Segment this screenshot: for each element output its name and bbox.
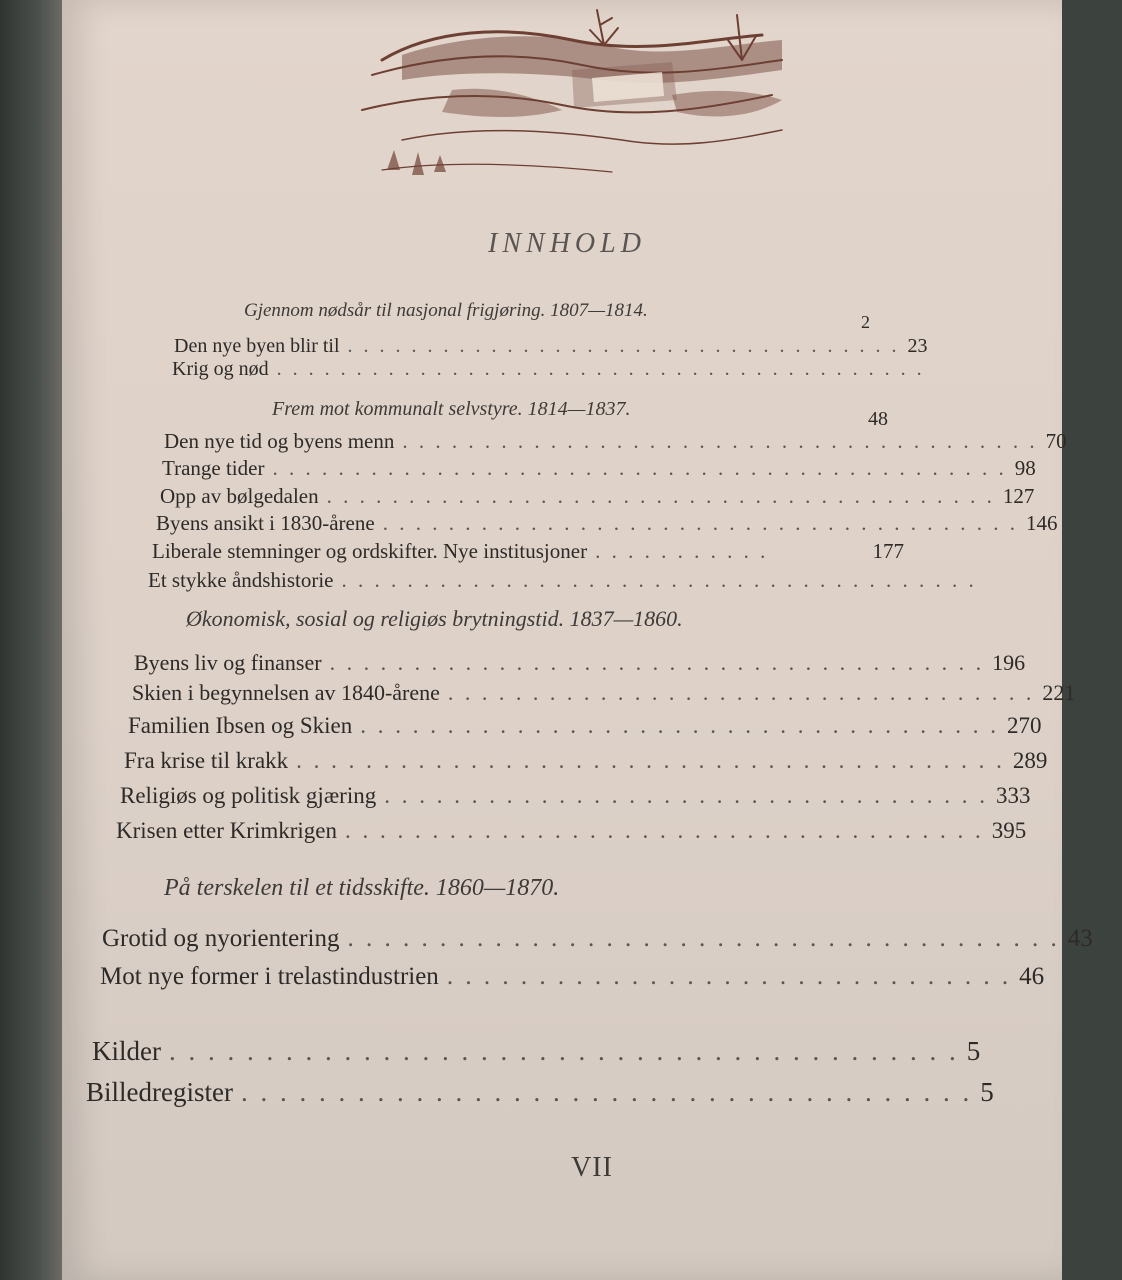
section-heading-1: Gjennom nødsår til nasjonal frigjøring. 1807—1814. [244,300,648,321]
toc-entry [156,511,1058,536]
toc-entry-label: Den nye tid og byens menn [164,429,395,453]
page-folio: VII [571,1152,613,1183]
dot-leader: . . . . . . . . . . . . . . . . . . . . . . . . . . . . . . . . . . . . . . . . . [276,358,925,380]
toc-entry-page: 221 [1042,680,1076,705]
section-first-page-1: 2 [861,312,870,332]
toc-entry [132,680,1076,706]
toc-entry [164,429,1067,454]
toc-entry [160,484,1035,509]
section-heading-3: Økonomisk, sosial og religiøs brytningstid. 1837—1860. [186,606,683,631]
section-heading-2: Frem mot kommunalt selvstyre. 1814—1837. [272,398,631,420]
toc-entry-page: 146 [1025,511,1058,535]
toc-entry-page: 98 [1014,456,1036,480]
toc-entry [172,358,925,381]
toc-entry [174,335,928,358]
toc-entry [120,783,1031,809]
toc-entry [102,925,1093,953]
toc-entry-page: 270 [1006,713,1042,738]
dot-leader: . . . . . . . . . . . . . . . . . . . . . . . . . . . . . . . . . . . [447,680,1035,705]
dot-leader: . . . . . . . . . . . . . . . . . . . . . . . . . . . . . . . [446,963,1012,990]
toc-entry-page: 70 [1045,429,1067,453]
toc-entry-page: 289 [1012,748,1048,773]
dot-leader: . . . . . . . . . . . . . . . . . . . . . . . . . . . . . . . . . . . . . . . . . [168,1036,959,1066]
toc-entry-page: 5 [966,1036,981,1066]
toc-entry-page: 395 [991,818,1027,843]
toc-entry-label: Fra krise til krakk [124,748,289,773]
dot-leader: . . . . . . . . . . . . . . . . . . . . . . . . . . . . . . . . . . . . . . . . . . . . . [272,456,1007,480]
toc-entry [162,456,1036,481]
toc-entry-label: Et stykke åndshistorie [148,568,334,592]
landscape-vignette-illustration [342,0,802,200]
dot-leader: . . . . . . . . . . . . . . . . . . . . . . . . . . . . . . . . . . . [347,335,900,357]
toc-entry-label: Opp av bølgedalen [160,484,319,508]
book-gutter [0,0,62,1280]
dot-leader: . . . . . . . . . . . . . . . . . . . . . . . . . . . . . . . . . . . . . . . [382,511,1018,535]
dot-leader: . . . . . . . . . . . [595,539,769,563]
toc-entry-page: 196 [992,650,1026,675]
section-first-page-2: 48 [868,408,888,430]
toc-entry-label: Kilder [92,1036,161,1066]
dot-leader: . . . . . . . . . . . . . . . . . . . . . . . . . . . . . . . . . . . . . . . [329,650,985,675]
dot-leader: . . . . . . . . . . . . . . . . . . . . . . . . . . . . . . . . . . . . . . . . . [296,748,1005,773]
toc-entry [86,1077,994,1108]
dot-leader: . . . . . . . . . . . . . . . . . . . . . . . . . . . . . . . . . . . . . . . . . [326,484,995,508]
toc-title: INNHOLD [488,228,646,259]
dot-leader: . . . . . . . . . . . . . . . . . . . . . . . . . . . . . . . . . . . . . [344,818,984,843]
toc-entry [100,963,1045,991]
toc-entry [92,1036,981,1067]
toc-entry-page: 177 [872,539,904,563]
toc-entry-label: Skien i begynnelsen av 1840-årene [132,680,440,705]
toc-entry-label: Billedregister [86,1077,233,1107]
toc-entry [148,568,977,593]
dot-leader: . . . . . . . . . . . . . . . . . . . . . . . . . . . . . . . . . . . . . [360,713,999,738]
toc-entry [134,650,1026,676]
toc-entry [124,748,1048,774]
toc-entry-page: 46 [1019,963,1045,990]
section-heading-4: På terskelen til et tidsskifte. 1860—1870. [164,875,560,901]
toc-entry-label: Krig og nød [172,358,269,380]
toc-entry-page: 127 [1002,484,1035,508]
toc-entry-page: 5 [980,1077,994,1107]
dot-leader: . . . . . . . . . . . . . . . . . . . . . . . . . . . . . . . . . . . . . . . [341,568,977,592]
toc-entry-page: 23 [907,335,928,357]
toc-entry [116,818,1027,844]
toc-entry-page: 333 [995,783,1031,808]
toc-entry-label: Krisen etter Krimkrigen [116,818,337,843]
dot-leader: . . . . . . . . . . . . . . . . . . . . . . . . . . . . . . . . . . . [384,783,988,808]
toc-entry [128,713,1042,739]
toc-entry-label: Liberale stemninger og ordskifter. Nye institusjoner [152,539,588,563]
toc-entry-label: Grotid og nyorientering [102,925,340,952]
toc-entry-label: Trange tider [162,456,265,480]
toc-entry-page: 43 [1067,925,1093,952]
toc-entry-label: Religiøs og politisk gjæring [120,783,377,808]
dot-leader: . . . . . . . . . . . . . . . . . . . . . . . . . . . . . . . . . . . . . . . [402,429,1038,453]
toc-page [62,0,1093,1280]
toc-entry [152,539,904,564]
toc-entry-label: Familien Ibsen og Skien [128,713,353,738]
dot-leader: . . . . . . . . . . . . . . . . . . . . . . . . . . . . . . . . . . . . . . . [347,925,1060,952]
toc-entry-label: Mot nye former i trelastindustrien [100,963,439,990]
toc-entry-label: Den nye byen blir til [174,335,340,357]
toc-entry-label: Byens ansikt i 1830-årene [156,511,375,535]
dot-leader: . . . . . . . . . . . . . . . . . . . . . . . . . . . . . . . . . . . . . . [240,1077,973,1107]
toc-entry-label: Byens liv og finanser [134,650,322,675]
